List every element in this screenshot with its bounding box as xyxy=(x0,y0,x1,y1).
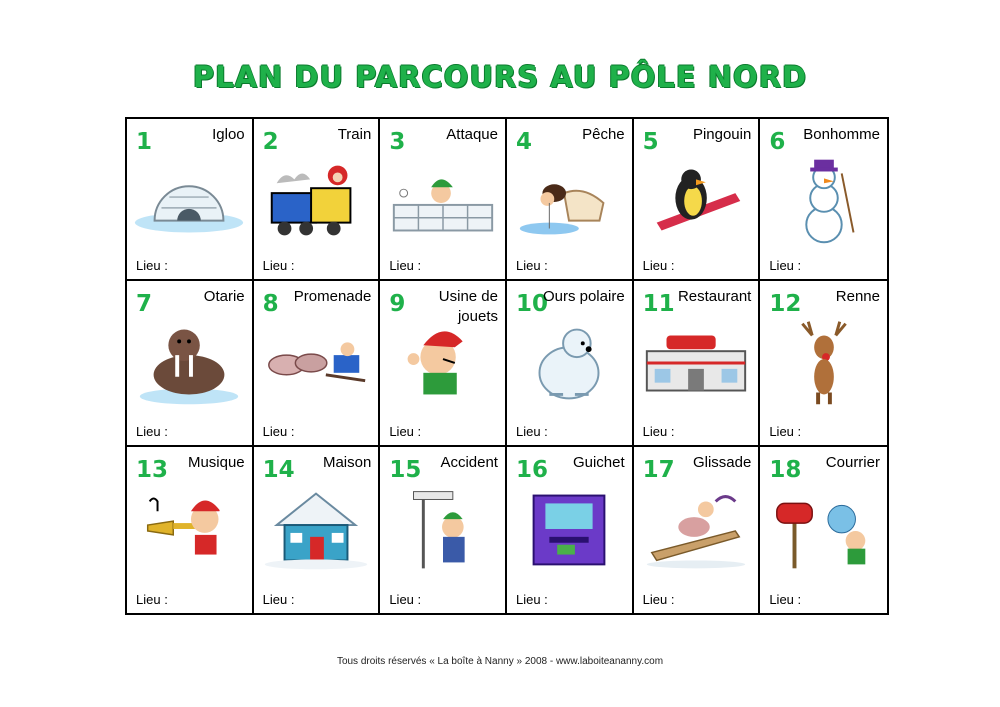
station-number: 7 xyxy=(136,291,153,317)
sled-icon xyxy=(637,481,755,575)
station-cell xyxy=(127,281,254,447)
station-number: 10 xyxy=(515,291,548,317)
walrus-icon xyxy=(130,315,248,409)
location-label: Lieu : xyxy=(642,424,675,439)
house-icon xyxy=(257,481,375,575)
page-title: PLAN DU PARCOURS AU PÔLE NORD xyxy=(192,60,808,94)
station-cell xyxy=(507,119,634,281)
location-label: Lieu : xyxy=(389,258,422,273)
polar-bear-icon xyxy=(510,315,628,409)
station-cell xyxy=(507,281,634,447)
ice-fishing-icon xyxy=(510,153,628,247)
station-number: 3 xyxy=(389,129,406,155)
location-label: Lieu : xyxy=(262,592,295,607)
station-label: Glissade xyxy=(692,454,752,471)
station-cell xyxy=(127,447,254,613)
diner-icon xyxy=(637,315,755,409)
station-number: 14 xyxy=(262,457,295,483)
station-cell xyxy=(380,119,507,281)
station-number: 4 xyxy=(515,129,532,155)
location-label: Lieu : xyxy=(262,424,295,439)
train-icon xyxy=(257,153,375,247)
copyright-footer: Tous droits réservés « La boîte à Nanny » 2008 - www.laboiteananny.com xyxy=(336,656,664,667)
station-cell xyxy=(634,281,761,447)
station-cell xyxy=(760,447,887,613)
station-number: 2 xyxy=(262,129,279,155)
station-number: 16 xyxy=(515,457,548,483)
station-label: Accident xyxy=(440,454,498,471)
station-number: 5 xyxy=(642,129,659,155)
station-label: Musique xyxy=(187,454,245,471)
station-cell xyxy=(634,447,761,613)
station-label: Usine de jouets xyxy=(438,288,498,325)
station-label: Train xyxy=(337,126,372,143)
station-cell xyxy=(380,281,507,447)
location-label: Lieu : xyxy=(136,592,168,607)
station-number: 11 xyxy=(642,291,675,317)
station-label: Renne xyxy=(835,288,880,305)
station-cell xyxy=(380,447,507,613)
station-cell xyxy=(760,281,887,447)
snow-fort-icon xyxy=(384,153,502,247)
station-label: Maison xyxy=(322,454,372,471)
location-label: Lieu : xyxy=(136,424,168,439)
station-cell xyxy=(507,447,634,613)
location-label: Lieu : xyxy=(769,258,802,273)
location-label: Lieu : xyxy=(515,258,548,273)
station-label: Pêche xyxy=(582,126,625,143)
station-cell xyxy=(634,119,761,281)
location-label: Lieu : xyxy=(515,592,548,607)
location-label: Lieu : xyxy=(136,258,168,273)
station-label: Ours polaire xyxy=(542,288,625,305)
station-number: 17 xyxy=(642,457,675,483)
location-label: Lieu : xyxy=(769,592,802,607)
station-label: Igloo xyxy=(212,126,245,143)
location-label: Lieu : xyxy=(389,424,422,439)
reindeer-icon xyxy=(765,315,883,409)
station-label: Courrier xyxy=(825,454,880,471)
location-label: Lieu : xyxy=(515,424,548,439)
station-number: 8 xyxy=(262,291,279,317)
trumpet-icon xyxy=(130,481,248,575)
station-label: Otarie xyxy=(203,288,245,305)
station-number: 12 xyxy=(769,291,802,317)
station-cell xyxy=(127,119,254,281)
station-label: Restaurant xyxy=(677,288,752,305)
station-label: Pingouin xyxy=(692,126,752,143)
station-cell xyxy=(254,447,381,613)
location-label: Lieu : xyxy=(389,592,422,607)
dog-sled-icon xyxy=(257,315,375,409)
station-label: Guichet xyxy=(572,454,625,471)
snowman-icon xyxy=(765,153,883,247)
station-number: 1 xyxy=(136,129,153,155)
signpost-icon xyxy=(384,481,502,575)
station-label: Promenade xyxy=(293,288,372,305)
station-label: Attaque xyxy=(446,126,498,143)
station-number: 15 xyxy=(389,457,422,483)
location-label: Lieu : xyxy=(642,592,675,607)
station-cell xyxy=(254,281,381,447)
location-label: Lieu : xyxy=(642,258,675,273)
location-label: Lieu : xyxy=(769,424,802,439)
elf-icon xyxy=(384,315,502,409)
station-number: 18 xyxy=(769,457,802,483)
location-label: Lieu : xyxy=(262,258,295,273)
atm-icon xyxy=(510,481,628,575)
station-label: Bonhomme xyxy=(803,126,880,143)
station-cell xyxy=(254,119,381,281)
station-number: 13 xyxy=(136,457,169,483)
igloo-icon xyxy=(130,153,248,247)
penguin-icon xyxy=(637,153,755,247)
station-cell xyxy=(760,119,887,281)
route-grid xyxy=(125,117,889,615)
mailbox-icon xyxy=(765,481,883,575)
station-number: 9 xyxy=(389,291,406,317)
station-number: 6 xyxy=(769,129,786,155)
